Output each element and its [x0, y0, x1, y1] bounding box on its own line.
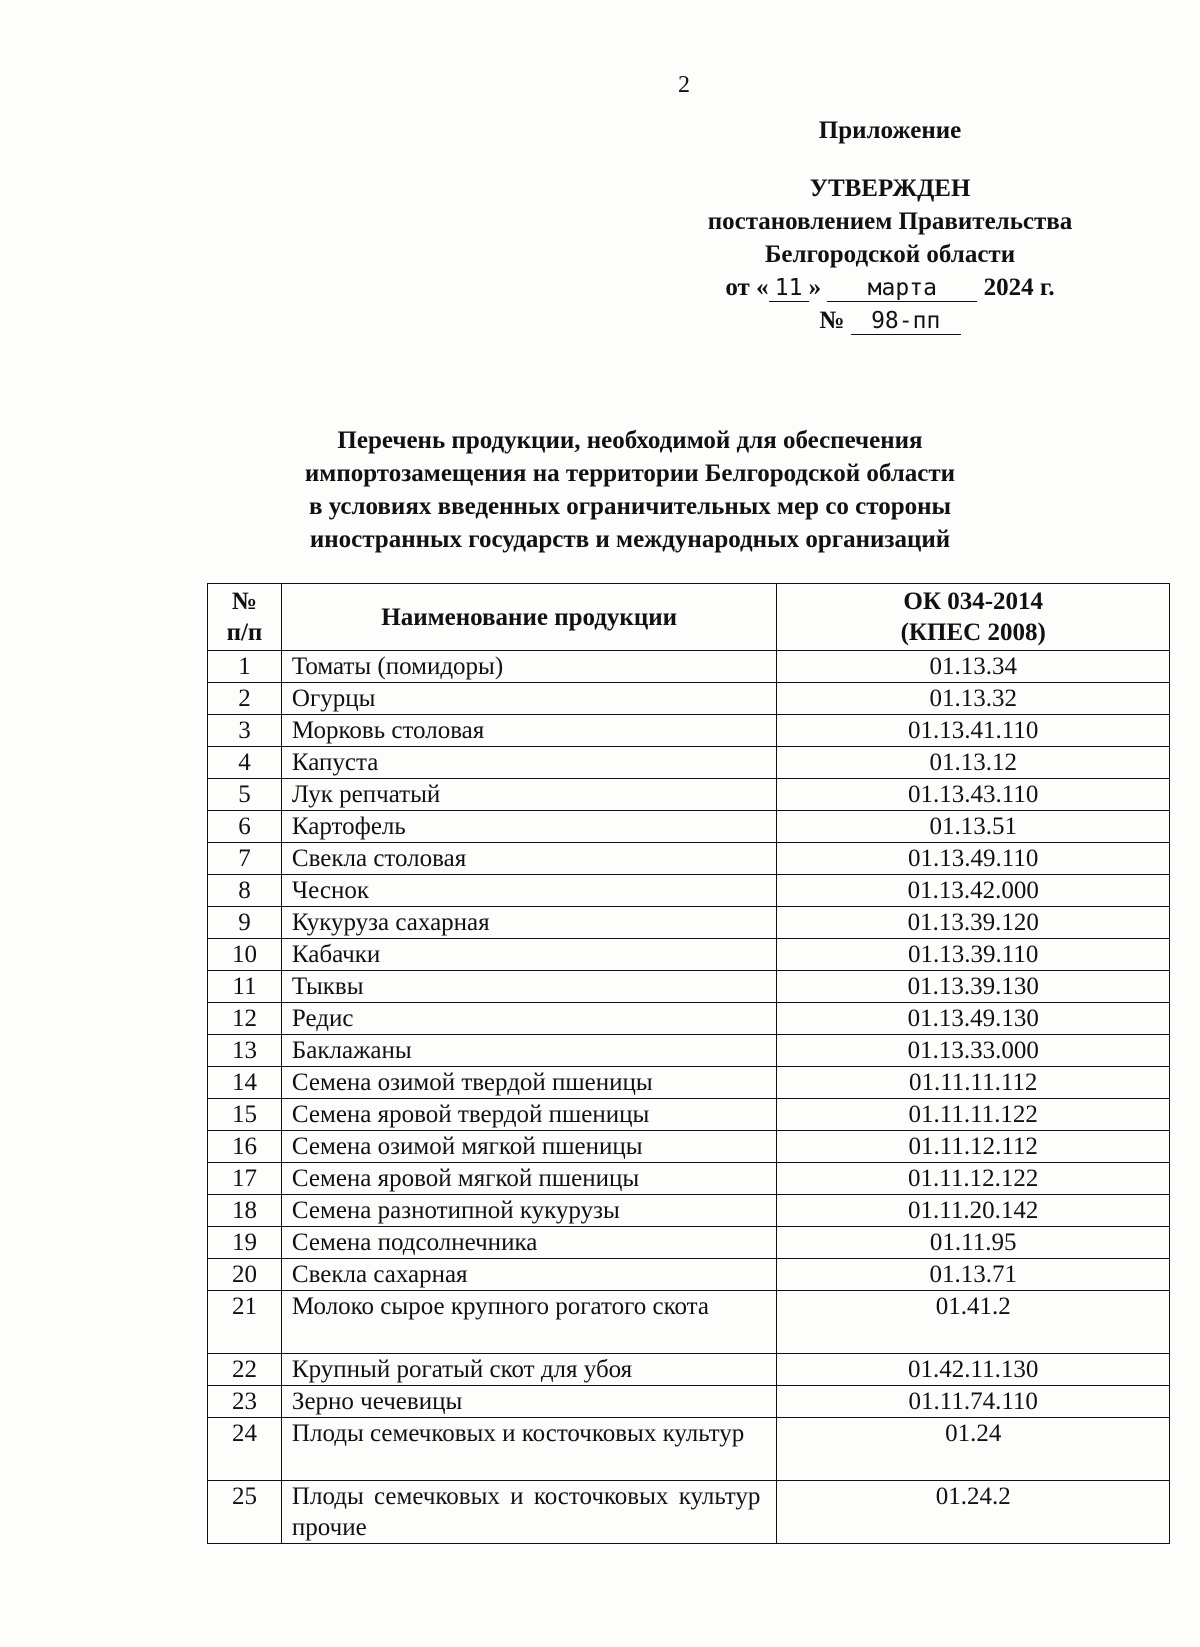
row-number: 11: [208, 971, 282, 1003]
table-row: [208, 1481, 1170, 1544]
row-code: 01.11.11.122: [777, 1099, 1170, 1131]
table-row: [208, 747, 1170, 779]
row-code: 01.11.12.112: [777, 1131, 1170, 1163]
row-number: 24: [208, 1418, 282, 1481]
row-code: 01.13.41.110: [777, 715, 1170, 747]
row-code: 01.13.51: [777, 811, 1170, 843]
table-row: [208, 1035, 1170, 1067]
row-number: 10: [208, 939, 282, 971]
row-code: 01.13.39.120: [777, 907, 1170, 939]
title-line: иностранных государств и международных организаций: [309, 526, 951, 553]
header-num-line1: №: [231, 588, 258, 615]
row-product-name: Семена разнотипной кукурузы: [281, 1195, 776, 1227]
title-line: в условиях введенных ограничительных мер со стороны: [308, 493, 952, 520]
row-number: 19: [208, 1227, 282, 1259]
row-number: 1: [208, 651, 282, 683]
table-row: [208, 779, 1170, 811]
row-number: 15: [208, 1099, 282, 1131]
row-number: 12: [208, 1003, 282, 1035]
table-row: [208, 875, 1170, 907]
row-product-name: Плоды семечковых и косточковых культур: [281, 1418, 776, 1481]
header-num: [208, 584, 282, 651]
table-row: [208, 1386, 1170, 1418]
table-row: [208, 1259, 1170, 1291]
row-number: 21: [208, 1291, 282, 1354]
row-number: 14: [208, 1067, 282, 1099]
table-row: [208, 1099, 1170, 1131]
row-product-name: Картофель: [281, 811, 776, 843]
row-code: 01.11.74.110: [777, 1386, 1170, 1418]
approval-number: [640, 304, 1140, 337]
row-number: 3: [208, 715, 282, 747]
row-product-name: Зерно чечевицы: [281, 1386, 776, 1418]
row-code: 01.13.12: [777, 747, 1170, 779]
date-prefix: от «: [725, 274, 769, 301]
row-code: 01.13.42.000: [777, 875, 1170, 907]
table-row: [208, 1291, 1170, 1354]
row-code: 01.41.2: [777, 1291, 1170, 1354]
header-code: [777, 584, 1170, 651]
table-row: [208, 1195, 1170, 1227]
date-mid: »: [808, 274, 822, 301]
row-code: 01.13.71: [777, 1259, 1170, 1291]
row-product-name: Редис: [281, 1003, 776, 1035]
row-code: 01.13.39.130: [777, 971, 1170, 1003]
row-code: 01.13.34: [777, 651, 1170, 683]
table-row: [208, 683, 1170, 715]
row-product-name: Чеснок: [281, 875, 776, 907]
row-code: 01.11.12.122: [777, 1163, 1170, 1195]
table-row: [208, 843, 1170, 875]
row-number: 23: [208, 1386, 282, 1418]
row-product-name: Свекла столовая: [281, 843, 776, 875]
header-num-line2: п/п: [226, 619, 263, 646]
row-number: 18: [208, 1195, 282, 1227]
row-number: 7: [208, 843, 282, 875]
row-code: 01.24.2: [777, 1481, 1170, 1544]
table-row: [208, 1003, 1170, 1035]
row-product-name: Кабачки: [281, 939, 776, 971]
row-product-name: Томаты (помидоры): [281, 651, 776, 683]
approved-by-region: Белгородской области: [764, 241, 1016, 268]
row-product-name: Молоко сырое крупного рогатого скота: [281, 1291, 776, 1354]
table-row: [208, 1067, 1170, 1099]
row-number: 22: [208, 1354, 282, 1386]
row-number: 16: [208, 1131, 282, 1163]
row-product-name: Баклажаны: [281, 1035, 776, 1067]
row-code: 01.13.43.110: [777, 779, 1170, 811]
table-row: [208, 651, 1170, 683]
header-name: Наименование продукции: [281, 584, 776, 651]
number-value: 98-пп: [851, 308, 961, 335]
date-year: 2024 г.: [983, 274, 1055, 301]
table-row: [208, 1418, 1170, 1481]
row-code: 01.24: [777, 1418, 1170, 1481]
row-product-name: Семена подсолнечника: [281, 1227, 776, 1259]
row-code: 01.13.32: [777, 683, 1170, 715]
row-code: 01.13.33.000: [777, 1035, 1170, 1067]
row-product-name: Кукуруза сахарная: [281, 907, 776, 939]
row-number: 20: [208, 1259, 282, 1291]
approved-by-line: постановлением Правительства: [707, 208, 1073, 235]
row-product-name: Лук репчатый: [281, 779, 776, 811]
header-code-line1: ОК 034-2014: [903, 588, 1044, 615]
row-product-name: Морковь столовая: [281, 715, 776, 747]
table-body: [208, 651, 1170, 1544]
row-number: 6: [208, 811, 282, 843]
table-row: [208, 971, 1170, 1003]
table-row: [208, 715, 1170, 747]
row-code: 01.42.11.130: [777, 1354, 1170, 1386]
table-row: [208, 907, 1170, 939]
table-row: [208, 811, 1170, 843]
approval-date: [640, 271, 1140, 304]
table-row: [208, 1227, 1170, 1259]
date-month: марта: [827, 275, 977, 302]
approval-block: [640, 114, 1140, 337]
row-number: 17: [208, 1163, 282, 1195]
row-product-name: Плоды семечковых и косточковых культур прочие: [281, 1481, 776, 1544]
title-line: импортозамещения на территории Белгородской области: [304, 460, 956, 487]
date-day: 11: [769, 275, 809, 302]
row-number: 8: [208, 875, 282, 907]
row-product-name: Семена яровой мягкой пшеницы: [281, 1163, 776, 1195]
header-code-line2: (КПЕС 2008): [900, 619, 1046, 646]
row-product-name: Семена яровой твердой пшеницы: [281, 1099, 776, 1131]
page-number: 2: [678, 72, 690, 98]
row-number: 5: [208, 779, 282, 811]
table-header-row: [208, 584, 1170, 651]
row-code: 01.11.11.112: [777, 1067, 1170, 1099]
table-row: [208, 939, 1170, 971]
row-number: 2: [208, 683, 282, 715]
row-product-name: Семена озимой твердой пшеницы: [281, 1067, 776, 1099]
table-row: [208, 1131, 1170, 1163]
row-code: 01.13.49.110: [777, 843, 1170, 875]
document-title: [300, 424, 960, 556]
row-code: 01.11.95: [777, 1227, 1170, 1259]
number-prefix: №: [819, 307, 845, 334]
row-product-name: Семена озимой мягкой пшеницы: [281, 1131, 776, 1163]
row-number: 13: [208, 1035, 282, 1067]
row-number: 9: [208, 907, 282, 939]
table-row: [208, 1163, 1170, 1195]
title-line: Перечень продукции, необходимой для обеспечения: [337, 427, 923, 454]
appendix-label: Приложение: [818, 117, 962, 144]
row-product-name: Капуста: [281, 747, 776, 779]
row-product-name: Тыквы: [281, 971, 776, 1003]
row-number: 4: [208, 747, 282, 779]
row-product-name: Огурцы: [281, 683, 776, 715]
row-code: 01.11.20.142: [777, 1195, 1170, 1227]
products-table: [207, 583, 1170, 1544]
row-code: 01.13.49.130: [777, 1003, 1170, 1035]
row-product-name: Свекла сахарная: [281, 1259, 776, 1291]
row-product-name: Крупный рогатый скот для убоя: [281, 1354, 776, 1386]
table-row: [208, 1354, 1170, 1386]
row-number: 25: [208, 1481, 282, 1544]
approved-label: УТВЕРЖДЕН: [809, 175, 971, 202]
row-code: 01.13.39.110: [777, 939, 1170, 971]
